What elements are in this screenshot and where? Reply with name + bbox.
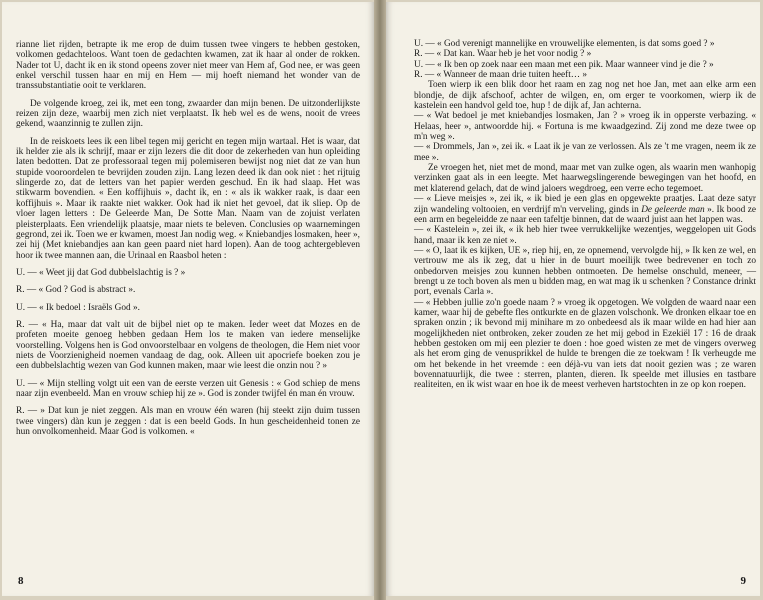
page-number: 9 [740,575,746,587]
dialogue-line: R. — « Wanneer de maan drie tuiten heeft… » [414,70,588,81]
page-number: 8 [18,575,24,587]
dialogue-line: R. — « Ha, maar dat valt uit de bijbel niet op te maken. Ieder weet dat Mozes en de profeten moeite genoeg hebben gedaan Hem los te maken van iedere menselijke voorstelling. Volgens hen is God onvoorstelbaar en volgens de theologen, die Hem niet voor niets de Voorzienigheid noemen vandaag de dag, ook. Alleen uit apocriefe boeken zou je een dubbelslachtig wezen van God kunnen maken, maar wie leest die onzin nou ? » [16,319,360,372]
dialogue-line: R. — « God ? God is abstract ». [16,285,136,296]
book-gutter [374,0,386,600]
left-page-text [16,40,360,437]
dialogue-line: R. — » Dat kun je niet zeggen. Als man en vrouw één waren (hij steekt zijn duim tussen twee vingers) dàn kun je zeggen : dat is een beeld Gods. In hun gescheidenheid tonen ze hun onvolkomenheid. Maar God is volkomen. « [16,406,360,437]
dialogue-line: U. — « Ik bedoel : Israëls God ». [16,302,140,313]
text-run: ». Ik bood ze een arm en begeleidde ze naar een tafeltje binnen, dat de waard juist aan het lappen was. [414,204,756,225]
dialogue-line: U. — « Mijn stelling volgt uit een van de eerste verzen uit Genesis : « God schiep de mens naar zijn evenbeeld. Man en vrouw schiep hij ze ». God is zonder twijfel én man én vrouw. [16,378,360,399]
paragraph: — « Wat bedoel je met kniebandjes losmaken, Jan ? » vroeg ik in opperste verbazing. « Helaas, heer », antwoordde hij. « Fortuna is me kwaadgezind. Zij zond me deze twee op m'n weg ». [414,111,756,143]
left-page [2,2,374,596]
italic-title: De geleerde man [641,204,705,215]
paragraph: rianne liet rijden, betrapte ik me erop de duim tussen twee vingers te hebben gestoken, volkomen gedachteloos. Want toen de gedachten kwamen, zat ik haar al onder de rokken. Nader tot U, dacht ik en ik stond opeens zover niet meer van Hem af, God nee, er was geen enkel verschil tussen haar en mij en Hem — mij hoeft niemand het wonder van de transsubstantiatie ooit te verklaren. [16,40,360,92]
paragraph: — « Hebben jullie zo'n goede naam ? » vroeg ik opgetogen. We volgden de waard naar een kamer, waar hij de gebefte fles ontkurkte en de glazen volschonk. We dronken elkaar toe en spraken onzin ; ik bevond mij minihare m zo onbedeesd als ik maar wilde en had hier aan mogelijkheden niet ontbroken, zeker zouden ze het mij gebod in Ezekiël 17 : 16 de draak hebben gestoken om mij een plezier te doen : hoe goed wisten ze met de vingers overweg als het erom ging de venusprikkel de hulde te brengen die ze toekwam ! Ik verheugde me om het bekende in het vreemde : een déjà-vu van iets dat nooit gezien was ; ze waren bovennatuurlijk, die twee : sterren, planten, dieren. Ik speelde met illusies en tastbare realiteiten, en ik wist waar en hoe ik de meest verheven hartstochten in ze op kon roepen. [414,297,756,391]
text-run: — « Lieve meisjes », zei ik, « ik bied je een glas en opgewekte praatjes. Laat deze satyr zijn wandeling voltooien, en verdrijf m'n verveling, ginds in [414,194,756,215]
dialogue-line: U. — « Weet jij dat God dubbelslachtig is ? » [16,267,186,278]
dialogue-line: R. — « Dat kan. Waar heb je het voor nodig ? » [414,49,592,60]
dialogue-line: U. — « God verenigt mannelijke en vrouwelijke elementen, is dat soms goed ? » [414,39,715,49]
paragraph: — « Drommels, Jan », zei ik. « Laat ik je van ze verlossen. Als ze 't me vragen, neem ik ze mee ». [414,142,756,163]
paragraph: Ze vroegen het, niet met de mond, maar met van zulke ogen, als waarin men wanhopig verzinken gaat als in een leegte. Met haarwegslingerende bewegingen van het hoofd, en met klaterend gelach, dat de wind jaloers wegdroeg, een verre echo tegemoet. [414,163,756,194]
paragraph: Toen wierp ik een blik door het raam en zag nog net hoe Jan, met aan elke arm een blondje, de dijk afschoof, achter de wilgen, en, om erger te voorkomen, wierp ik de kastelein een handvol geld toe, hup ! de dijk af, Jan achterna. [414,80,756,112]
paragraph: — « Kastelein », zei ik, « ik heb hier twee verrukkelijke wezentjes, weggelopen uit Gods hand, maar ik ken ze niet ». [414,225,756,246]
paragraph [414,194,756,225]
right-page [386,2,760,596]
dialogue-line: U. — « Ik ben op zoek naar een maan met een pik. Maar wanneer vind je die ? » [414,59,714,70]
paragraph: De volgende kroeg, zei ik, met een tong, zwaarder dan mijn benen. De uitzonderlijkste reizen zijn deze, waarbij men zich niet verplaatst. Ik heb wel es de wens, nooit de vrees gekend, waanzinnig te zullen zijn. [16,98,360,130]
paragraph: — « O, laat ik es kijken, UE », riep hij, en, ze opnemend, vervolgde hij, » Ik ken ze wel, en vertrouw me als ik zeg, dat u hier in de buurt moeilijk twee bedrevener en toch zo onbedorven meisjes zou kunnen hebben ontmoeten. De hemelse onschuld, meneer, — brengt u ze toch boven als men u bidden mag, en wat mag ik u schenken ? Constance drinkt port, evenals Carla ». [414,245,756,298]
right-page-text [414,39,756,391]
paragraph: In de reiskoets lees ik een libel tegen mij gericht en tegen mijn wartaal. Het is waar, dat ik helder zie als ik schrijf, maar er zijn lezers die dit door de zekerheden van hun opleiding laten bedotten. Dat ze professoraal tegen mij polemiseren bewijst nog niet dat ze van hun stupide vooroordelen te bevrijden zouden zijn. Lang lezen deed ik dan ook niet : het rijtuig slingerde zo, dat de letters van het papier werden geschud. En ik had slaap. Het was stikwarm bovendien. « Een koffijhuis », dacht ik, en : « als ik wakker raak, is daar een koffijhuis ». Maar ik raakte niet wakker. Ook had ik niet het gevoel, dat ik sliep. Op de vloer lagen letters : De Geleerde Man, De Sotte Man. Naam van de zojuist verlaten pleisterplaats. Een vriendelijk plaatsje, maar niets te beleven. Conclusies op waarnemingen gegrond, zei ik. Toen we er kwamen, moest Jan nodig weg. « Kniebandjes losmaken, heer », zei hij (Met kniebandjes aan kan geen paard niet hard lopen). Aan de toog achtergebleven hoor ik twee mannen aan, die Urinaal en Raasbol heten : [16,136,360,261]
